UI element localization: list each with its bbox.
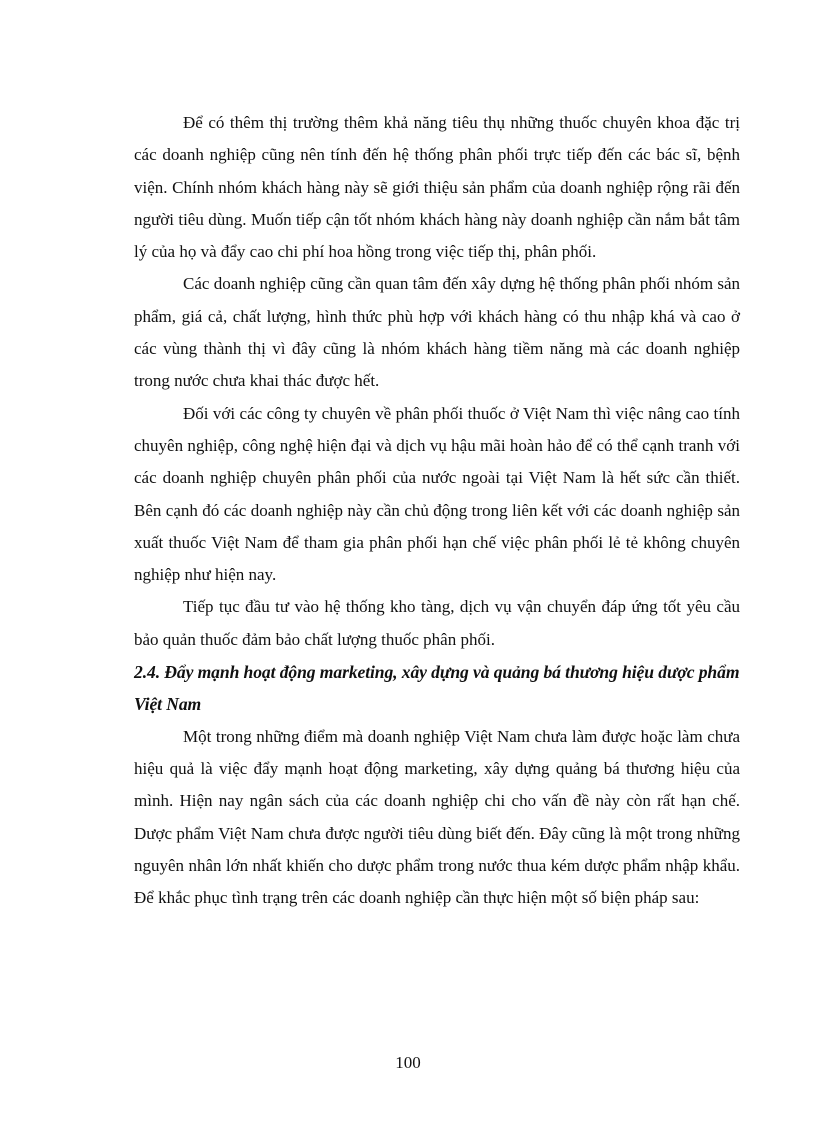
page-body — [134, 107, 740, 914]
paragraph-distribution-direct: Để có thêm thị trường thêm khả năng tiêu thụ những thuốc chuyên khoa đặc trị các doanh nghiệp cũng nên tính đến hệ thống phân phối trực tiếp đến các bác sĩ, bệnh viện. Chính nhóm khách hàng này sẽ giới thiệu sản phẩm của doanh nghiệp rộng rãi đến người tiêu dùng. Muốn tiếp cận tốt nhóm khách hàng này doanh nghiệp cần nắm bắt tâm lý của họ và đẩy cao chi phí hoa hồng trong việc tiếp thị, phân phối. — [134, 113, 740, 262]
paragraph-marketing: Một trong những điểm mà doanh nghiệp Việt Nam chưa làm được hoặc làm chưa hiệu quả là việc đẩy mạnh hoạt động marketing, xây dựng quảng bá thương hiệu của mình. Hiện nay ngân sách của các doanh nghiệp chi cho vấn đề này còn rất hạn chế. Dược phẩm Việt Nam chưa được người tiêu dùng biết đến. Đây cũng là một trong những nguyên nhân lớn nhất khiến cho dược phẩm trong nước thua kém dược phẩm nhập khẩu. Để khắc phục tình trạng trên các doanh nghiệp cần thực hiện một số biện pháp sau: — [134, 726, 740, 908]
paragraph-warehouse-investment: Tiếp tục đầu tư vào hệ thống kho tàng, dịch vụ vận chuyển đáp ứng tốt yêu cầu bảo quản thuốc đảm bảo chất lượng thuốc phân phối. — [134, 597, 740, 649]
page-number: 100 — [395, 1053, 421, 1072]
paragraph-distribution-companies: Đối với các công ty chuyên về phân phối thuốc ở Việt Nam thì việc nâng cao tính chuyên nghiệp, công nghệ hiện đại và dịch vụ hậu mãi hoàn hảo để có thể cạnh tranh với các doanh nghiệp chuyên phân phối của nước ngoài tại Việt Nam là hết sức cần thiết. Bên cạnh đó các doanh nghiệp này cần chủ động trong liên kết với các doanh nghiệp sản xuất thuốc Việt Nam để tham gia phân phối hạn chế việc phân phối lẻ tẻ không chuyên nghiệp như hiện nay. — [134, 403, 740, 585]
section-heading: 2.4. Đẩy mạnh hoạt động marketing, xây dựng và quảng bá thương hiệu dược phẩm Việt Nam — [134, 662, 740, 715]
paragraph-distribution-products: Các doanh nghiệp cũng cần quan tâm đến xây dựng hệ thống phân phối nhóm sản phẩm, giá cả, chất lượng, hình thức phù hợp với khách hàng có thu nhập khá và cao ở các vùng thành thị vì đây cũng là nhóm khách hàng tiềm năng mà các doanh nghiệp trong nước chưa khai thác được hết. — [134, 274, 740, 391]
